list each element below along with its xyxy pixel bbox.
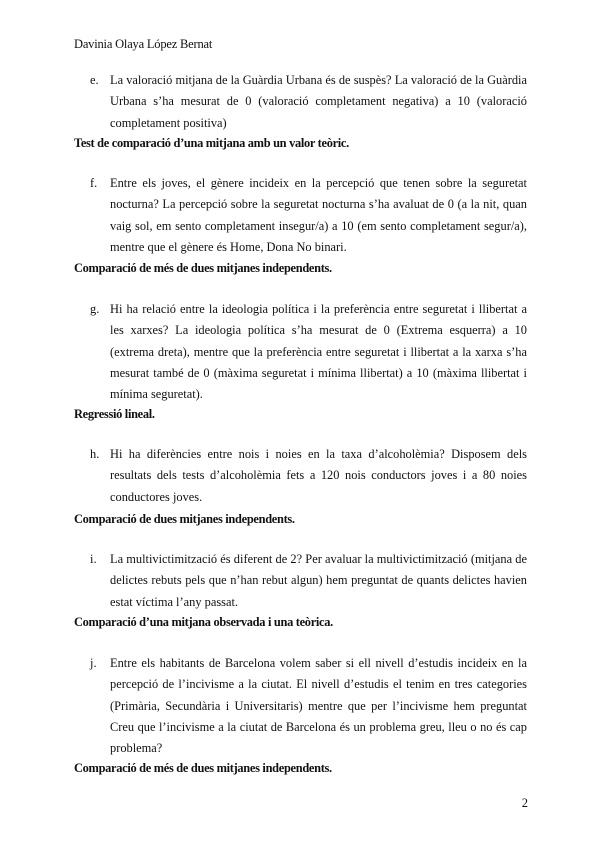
item-letter: j.	[90, 656, 97, 670]
list-item-g	[90, 299, 527, 405]
list-item-j	[90, 653, 527, 759]
item-answer-h: Comparació de dues mitjanes independents.	[74, 512, 295, 526]
list-item-h	[90, 444, 527, 508]
list-item-e	[90, 70, 527, 134]
item-letter: e.	[90, 73, 99, 87]
item-letter: i.	[90, 552, 97, 566]
item-answer-i: Comparació d’una mitjana observada i una teòrica.	[74, 615, 333, 629]
item-answer-g: Regressió lineal.	[74, 407, 155, 421]
list-item-f	[90, 173, 527, 258]
item-question: Hi ha diferències entre nois i noies en la taxa d’alcoholèmia? Disposem dels resultats dels tests d’alcoholèmia fets a 120 nois conductors joves i a 80 noies conductores joves.	[110, 447, 527, 504]
page-header-author: Davinia Olaya López Bernat	[74, 37, 213, 51]
item-answer-j: Comparació de més de dues mitjanes independents.	[74, 761, 332, 775]
item-question: La valoració mitjana de la Guàrdia Urbana és de suspès? La valoració de la Guàrdia Urbana s’ha mesurat de 0 (valoració completament negativa) a 10 (valoració completament positiva)	[110, 73, 527, 130]
item-letter: f.	[90, 176, 98, 190]
item-question: La multivictimització és diferent de 2? Per avaluar la multivictimització (mitjana de delictes rebuts pels que n’han rebut algun) hem preguntat de quants delictes havien estat víctima l’any passat.	[110, 552, 527, 609]
item-letter: g.	[90, 302, 100, 316]
item-answer-e: Test de comparació d’una mitjana amb un valor teòric.	[74, 136, 349, 150]
item-question: Entre els joves, el gènere incideix en la percepció que tenen sobre la seguretat nocturna? La percepció sobre la seguretat nocturna s’ha avaluat de 0 (a la nit, quan vaig sol, em sento completament insegur/a) a 10 (em sento completament segur/a), mentre que el gènere és Home, Dona No binari.	[110, 176, 527, 254]
item-question: Hi ha relació entre la ideologia política i la preferència entre seguretat i llibertat a les xarxes? La ideologia política s’ha mesurat de 0 (Extrema esquerra) a 10 (extrema dreta), mentre que la preferència entre seguretat i llibertat a la xarxa s’ha mesurat també de 0 (màxima seguretat i mínima llibertat) a 10 (màxima llibertat i mínima seguretat).	[110, 302, 527, 402]
item-letter: h.	[90, 447, 100, 461]
page-number: 2	[521, 796, 528, 810]
list-item-i	[90, 549, 527, 613]
item-answer-f: Comparació de més de dues mitjanes independents.	[74, 261, 332, 275]
item-question: Entre els habitants de Barcelona volem saber si ell nivell d’estudis incideix en la percepció de l’incivisme a la ciutat. El nivell d’estudis el tenim en tres categories (Primària, Secundària i Universitaris) mentre que per l’incivisme hem preguntat Creu que l’incivisme a la ciutat de Barcelona és un problema greu, lleu o no és cap problema?	[110, 656, 527, 756]
